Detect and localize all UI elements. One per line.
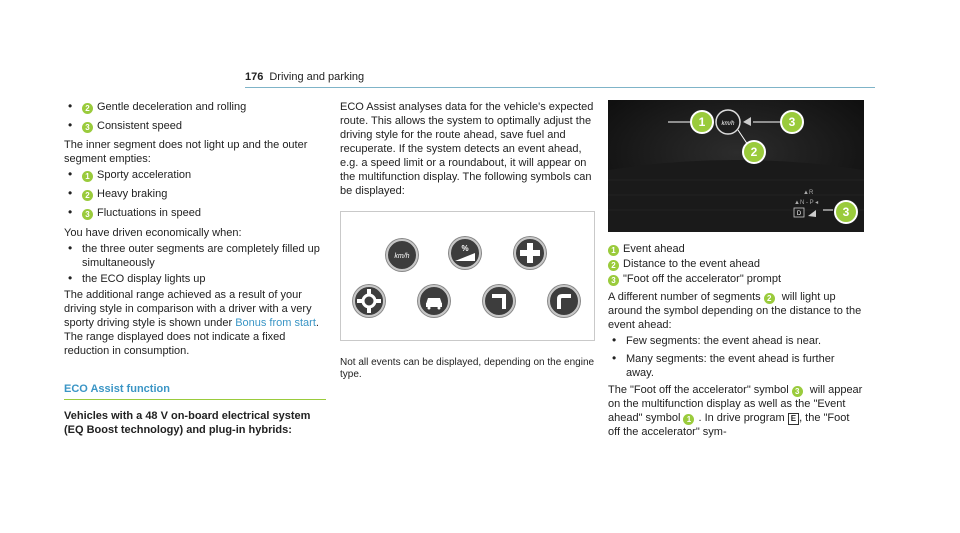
- gear-row-2: ▲N - P ◂: [794, 200, 819, 206]
- intro-paragraph: ECO Assist analyses data for the vehicle's expected route. This allows the system to optimally adjust the driving style for the route ahead, save fuel and recuperate. If the system detects an event ahead, e.g. a speed limit or a roundabout, it will appear on the multifunction display. The following symbols can be displayed:: [340, 101, 594, 198]
- page-number: 176: [245, 71, 264, 83]
- range-text: The additional range achieved as a result of your driving style in comparison with a driver with a very sporty driving style is shown under: [64, 288, 312, 330]
- list-item: [64, 206, 326, 220]
- gear-row-1: ▲R: [803, 190, 814, 196]
- top-list: [64, 100, 326, 133]
- number-badge: 2: [608, 260, 619, 271]
- number-badge: 2: [764, 293, 775, 304]
- list-item: • the ECO display lights up: [64, 272, 326, 286]
- list-item: • the three outer segments are completely filled up simultaneously: [64, 242, 326, 270]
- legend-item: [608, 257, 864, 271]
- vehicle-ahead-icon: [418, 285, 450, 317]
- gradient-icon: [449, 237, 481, 269]
- eco-list: [64, 242, 326, 286]
- list-item: • Many segments: the event ahead is further away.: [608, 352, 864, 380]
- crossroads-icon: [514, 237, 546, 269]
- segments-list: [608, 334, 864, 379]
- foot-text: , the "Foot off the accelerator" sym-: [608, 411, 850, 438]
- multifunction-display-image: [608, 100, 864, 232]
- gear-box-label: D: [796, 211, 802, 217]
- list-item: [64, 119, 326, 133]
- foot-text: The "Foot off the accelerator" symbol: [608, 383, 792, 396]
- left-turn-icon: [548, 285, 580, 317]
- list-item: [64, 168, 326, 182]
- range-text-end: . The range displayed does not indicate a fixed reduction in consumption.: [64, 317, 319, 358]
- symbol-panel: [340, 211, 595, 341]
- foot-off-paragraph: [608, 383, 864, 439]
- list-item-text: Fluctuations in speed: [97, 207, 201, 220]
- column-middle: [340, 100, 595, 384]
- callout-pin: 3: [834, 200, 858, 224]
- callout-pin: 3: [780, 110, 804, 134]
- list-item: • Few segments: the event ahead is near.: [608, 334, 864, 348]
- page-header: [245, 70, 875, 84]
- percent-label: %: [461, 243, 469, 253]
- segments-text-end: will light up around the symbol depending on the distance to the event ahead:: [608, 291, 862, 332]
- legend-text: Event ahead: [623, 243, 685, 255]
- column-right: [608, 100, 864, 441]
- list-item-text: Consistent speed: [97, 120, 182, 133]
- legend-text: Distance to the event ahead: [623, 258, 760, 271]
- number-badge: 3: [792, 386, 803, 397]
- legend-item: [608, 272, 864, 286]
- callout-legend: [608, 242, 864, 286]
- foot-text: . In drive program: [698, 411, 788, 424]
- number-badge: 2: [82, 190, 93, 201]
- foot-text: will appear on the multifunction display as well as the "Event ahead" symbol: [608, 383, 863, 424]
- header-rule: [245, 87, 875, 88]
- display-speed-label: km/h: [721, 121, 735, 127]
- number-badge: 1: [608, 245, 619, 256]
- list-item-text: Gentle deceleration and rolling: [97, 101, 247, 113]
- segments-text: A different number of segments: [608, 291, 764, 304]
- number-badge: 1: [683, 414, 694, 425]
- number-badge: 2: [82, 103, 93, 114]
- section-title: ECO Assist function: [64, 382, 326, 400]
- range-paragraph: [64, 288, 326, 358]
- right-turn-icon: [483, 285, 515, 317]
- inner-intro: The inner segment does not light up and the outer segment empties:: [64, 139, 308, 166]
- bold-heading: Vehicles with a 48 V on-board electrical system (EQ Boost technology) and plug-in hybrids:: [64, 410, 311, 437]
- inner-list: [64, 168, 326, 220]
- number-badge: 3: [82, 209, 93, 220]
- section-name: Driving and parking: [269, 71, 365, 83]
- number-badge: 3: [608, 275, 619, 286]
- column-left: [64, 100, 326, 437]
- callout-pin: 2: [742, 140, 766, 164]
- speed-limit-icon: [386, 239, 418, 271]
- segments-paragraph: [608, 290, 864, 332]
- speed-label: km/h: [394, 252, 410, 260]
- number-badge: 3: [82, 122, 93, 133]
- display-graphic: [608, 100, 864, 232]
- legend-text: "Foot off the accelerator" prompt: [623, 273, 782, 286]
- bonus-from-start-link[interactable]: Bonus from start: [235, 317, 316, 330]
- eco-intro: You have driven economically when:: [64, 226, 242, 239]
- callout-pin: 1: [690, 110, 714, 134]
- list-item-text: Heavy braking: [97, 188, 168, 201]
- number-badge: 1: [82, 171, 93, 182]
- drive-program-icon: E: [788, 413, 799, 425]
- image-caption: Not all events can be displayed, depending on the engine type.: [340, 356, 595, 381]
- roundabout-icon: [353, 285, 385, 317]
- list-item-text: Sporty acceleration: [97, 169, 192, 182]
- list-item: [64, 187, 326, 201]
- list-item: [64, 100, 326, 114]
- legend-item: [608, 242, 864, 256]
- header-text: [245, 70, 875, 84]
